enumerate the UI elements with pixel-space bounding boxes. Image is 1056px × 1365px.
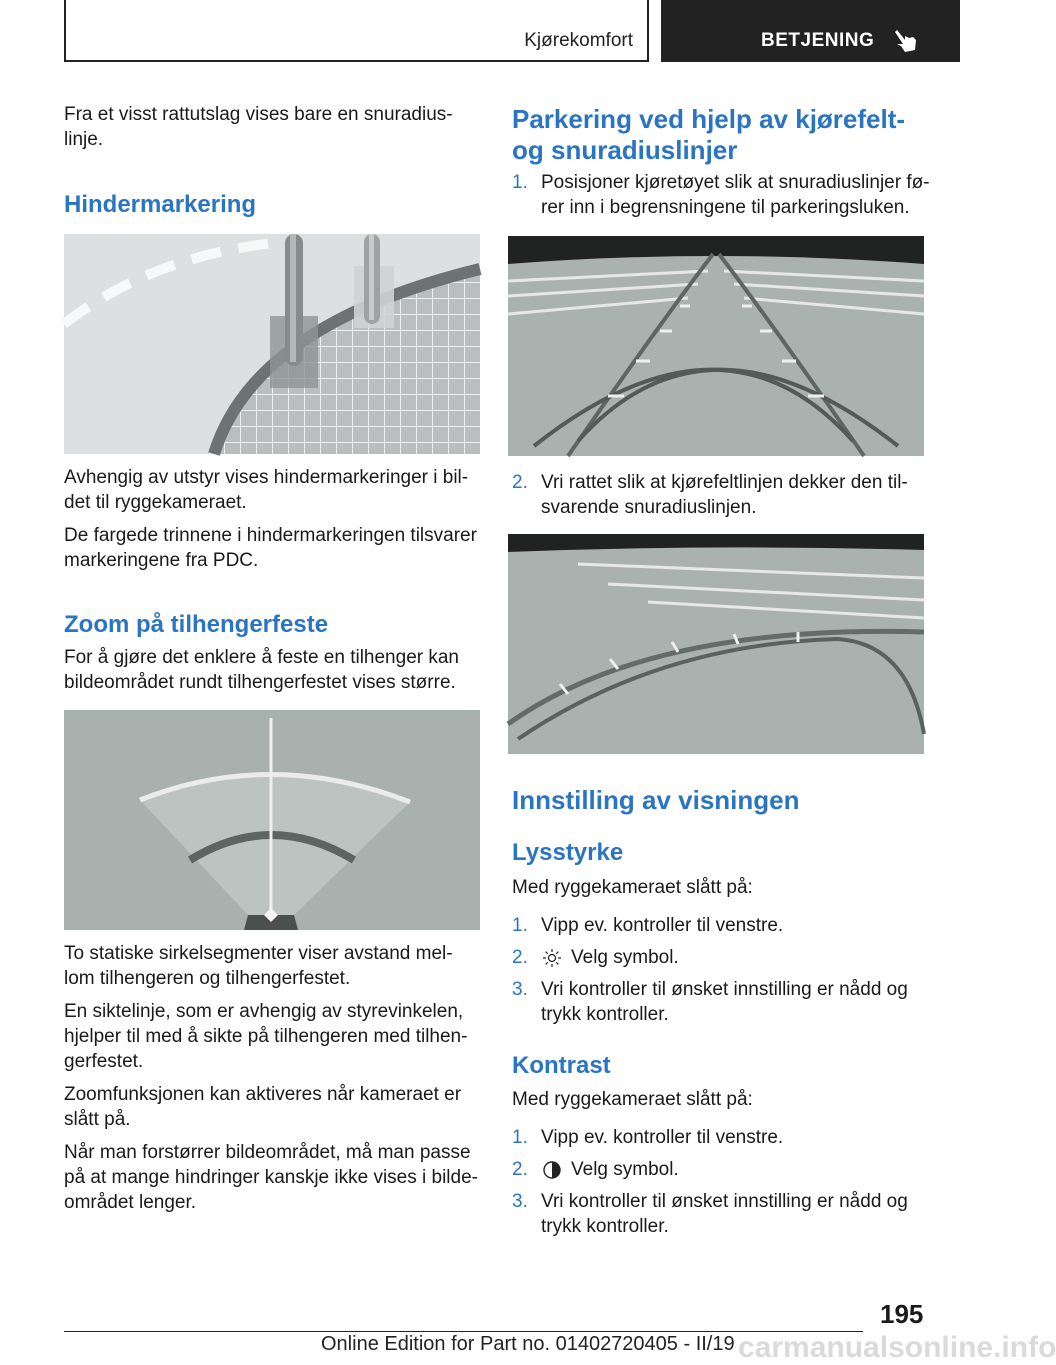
heading-parking-l1: Parkering ved hjelp av kjørefelt- <box>512 104 906 134</box>
zoom-p5-l2: på at mange hindringer kanskje ikke vises i bilde- <box>64 1167 478 1188</box>
obstacle-marking-illustration <box>64 234 480 454</box>
page-number: 195 <box>880 1299 924 1329</box>
zoom-p2-l2: lom tilhengeren og tilhengerfestet. <box>64 968 351 989</box>
heading-display-settings: Innstilling av visningen <box>512 785 800 815</box>
brightness-step-2-text: Velg symbol. <box>571 947 679 968</box>
sun-icon <box>542 948 562 968</box>
parking-lines-illustration-2 <box>508 534 924 754</box>
zoom-p4-l1: Zoomfunksjonen kan aktiveres når kameraet er <box>64 1084 462 1105</box>
obstacle-p2-l1: De fargede trinnene i hindermarkeringen tilsvarer <box>64 525 477 546</box>
hitch-zoom-figure <box>64 710 480 930</box>
step-number: 1. <box>512 915 528 936</box>
park-step-2-l1: Vri rattet slik at kjørefeltlinjen dekker den til- <box>541 472 908 493</box>
heading-zoom-hitch: Zoom på tilhengerfeste <box>64 611 329 638</box>
zoom-p3-l3: gerfestet. <box>64 1051 144 1072</box>
contrast-step-3-l1: Vri kontroller til ønsket innstilling er nådd og <box>541 1191 908 1212</box>
heading-parking-l2: og snuradiuslinjer <box>512 135 738 165</box>
park-step-1 <box>512 170 932 220</box>
heading-brightness: Lysstyrke <box>512 839 624 866</box>
zoom-intro <box>64 645 484 695</box>
header-chapter-box <box>661 0 960 62</box>
step-number: 1. <box>512 172 528 193</box>
obstacle-p2-l2: markeringene fra PDC. <box>64 550 259 571</box>
footer-edition: Online Edition for Part no. 01402720405 - II/19 <box>321 1333 735 1355</box>
park-step-2 <box>512 470 932 520</box>
zoom-p1-l2: bildeområdet rundt tilhengerfestet vises større. <box>64 672 456 693</box>
obstacle-p1-l1: Avhengig av utstyr vises hindermarkeringer i bil- <box>64 467 469 488</box>
header-section-box <box>64 0 649 62</box>
step-number: 1. <box>512 1127 528 1148</box>
contrast-intro: Med ryggekameraet slått på: <box>512 1089 753 1110</box>
zoom-p4-l2: slått på. <box>64 1109 131 1130</box>
brightness-step-3-l1: Vri kontroller til ønsket innstilling er nådd og <box>541 979 908 1000</box>
contrast-step-2-text: Velg symbol. <box>571 1159 679 1180</box>
zoom-p5-l1: Når man forstørrer bildeområdet, må man passe <box>64 1142 471 1163</box>
zoom-p3-l1: En siktelinje, som er avhengig av styrevinkelen, <box>64 1001 464 1022</box>
heading-parking <box>512 104 932 166</box>
step-number: 3. <box>512 1191 528 1212</box>
contrast-step-3-l2: trykk kontroller. <box>541 1216 669 1237</box>
zoom-p1-l1: For å gjøre det enklere å feste en tilhenger kan <box>64 647 460 668</box>
brightness-intro: Med ryggekameraet slått på: <box>512 877 753 898</box>
brightness-step-3-l2: trykk kontroller. <box>541 1004 669 1025</box>
park-step-1-l1: Posisjoner kjøretøyet slik at snuradiuslinjer fø- <box>541 172 930 193</box>
contrast-step-1-text: Vipp ev. kontroller til venstre. <box>541 1127 784 1148</box>
heading-contrast: Kontrast <box>512 1052 611 1079</box>
header-chapter-title: BETJENING <box>761 30 875 51</box>
parking-lines-illustration-1 <box>508 236 924 456</box>
contrast-step-1 <box>512 1125 932 1150</box>
obstacle-marking-figure <box>64 234 480 454</box>
brightness-step-3 <box>512 977 932 1027</box>
contrast-icon <box>542 1160 562 1180</box>
intro-line-1: Fra et visst rattutslag vises bare en snuradius- <box>64 104 453 125</box>
contrast-step-2 <box>512 1157 932 1182</box>
header-section-title: Kjørekomfort <box>524 30 633 51</box>
parking-lines-figure-1 <box>508 236 924 456</box>
obstacle-p1-l2: det til ryggekameraet. <box>64 492 247 513</box>
step-number: 2. <box>512 947 528 968</box>
left-intro <box>64 102 484 152</box>
park-step-1-l2: rer inn i begrensningene til parkeringsluken. <box>541 197 910 218</box>
parking-lines-figure-2 <box>508 534 924 754</box>
heading-obstacle-marking: Hindermarkering <box>64 191 257 218</box>
contrast-step-3 <box>512 1189 932 1239</box>
obstacle-text <box>64 465 484 573</box>
zoom-p3-l2: hjelper til med å sikte på tilhengeren med tilhen- <box>64 1026 468 1047</box>
step-number: 3. <box>512 979 528 1000</box>
watermark: carmanualsonline.info <box>738 1331 1056 1364</box>
step-number: 2. <box>512 472 528 493</box>
step-number: 2. <box>512 1159 528 1180</box>
zoom-p5-l3: området lenger. <box>64 1192 197 1213</box>
zoom-p2-l1: To statiske sirkelsegmenter viser avstand mel- <box>64 943 453 964</box>
intro-line-2: linje. <box>64 129 104 150</box>
brightness-step-2 <box>512 945 932 970</box>
zoom-text <box>64 941 484 1215</box>
hitch-zoom-illustration <box>64 710 480 930</box>
pointing-hand-icon <box>893 26 919 54</box>
brightness-step-1-text: Vipp ev. kontroller til venstre. <box>541 915 784 936</box>
park-step-2-l2: svarende snuradiuslinjen. <box>541 497 757 518</box>
brightness-step-1 <box>512 913 932 938</box>
